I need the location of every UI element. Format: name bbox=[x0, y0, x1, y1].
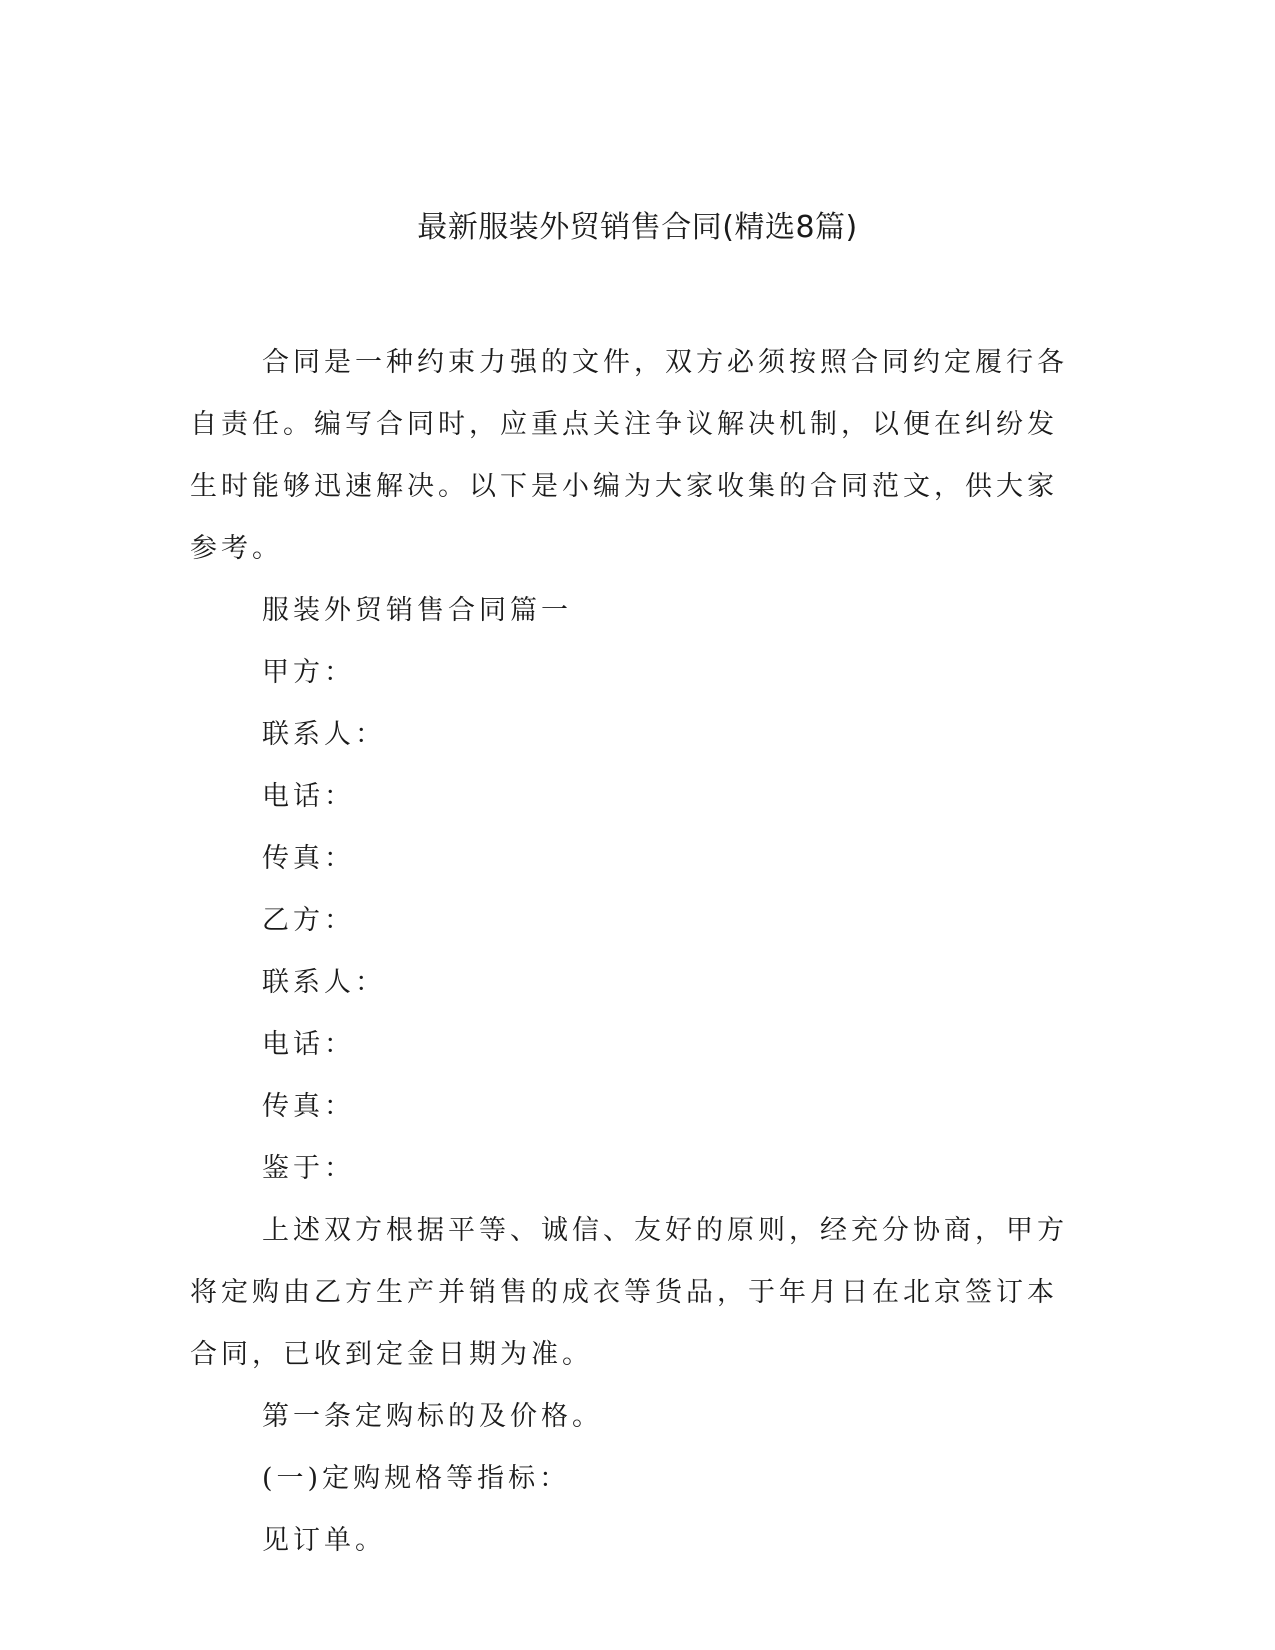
party-b-fax: 传真： bbox=[262, 1091, 355, 1122]
see-order-text: 见订单。 bbox=[262, 1525, 386, 1556]
party-a-label: 甲方： bbox=[262, 657, 355, 688]
party-a-fax: 传真： bbox=[262, 843, 355, 874]
party-b-phone: 电话： bbox=[262, 1029, 355, 1060]
intro-paragraph: 合同是一种约束力强的文件，双方必须按照合同约定履行各自责任。编写合同时，应重点关注争议解决机制，以便在纠纷发生时能够迅速解决。以下是小编为大家收集的合同范文，供大家参考。 bbox=[190, 347, 1068, 564]
section-heading: 服装外贸销售合同篇一 bbox=[262, 595, 572, 626]
party-a-phone: 电话： bbox=[262, 781, 355, 812]
party-b-label: 乙方： bbox=[262, 905, 355, 936]
article-one-heading: 第一条定购标的及价格。 bbox=[262, 1401, 603, 1432]
party-b-contact: 联系人： bbox=[262, 967, 386, 998]
whereas-label: 鉴于： bbox=[262, 1153, 355, 1184]
document-body bbox=[190, 332, 1085, 1572]
item-one-heading: (一)定购规格等指标： bbox=[262, 1463, 571, 1494]
party-a-contact: 联系人： bbox=[262, 719, 386, 750]
document-title: 最新服装外贸销售合同(精选8篇) bbox=[417, 210, 858, 245]
agreement-paragraph: 上述双方根据平等、诚信、友好的原则，经充分协商，甲方将定购由乙方生产并销售的成衣等货品，于年月日在北京签订本合同，已收到定金日期为准。 bbox=[190, 1215, 1068, 1370]
